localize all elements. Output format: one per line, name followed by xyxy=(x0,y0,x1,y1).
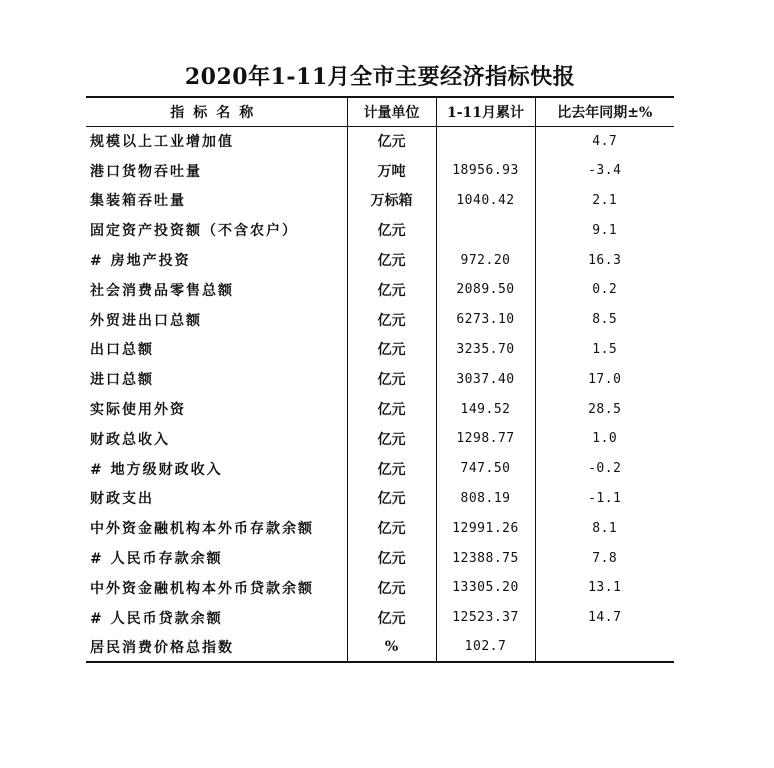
table-row xyxy=(86,394,674,424)
indicator-name-cell: # 人民币存款余额 xyxy=(90,551,223,568)
yoy-change-cell: -1.1 xyxy=(535,484,674,514)
unit-cell: 亿元 xyxy=(347,454,436,484)
table-row xyxy=(86,513,674,543)
indicator-name-cell: 实际使用外资 xyxy=(90,402,186,419)
yoy-change-cell: 16.3 xyxy=(535,245,674,275)
indicator-name-cell: 出口总额 xyxy=(90,342,154,359)
indicator-name-cell: 财政支出 xyxy=(90,491,154,508)
table-row xyxy=(86,156,674,186)
table-row xyxy=(86,364,674,394)
indicator-name-cell: # 房地产投资 xyxy=(90,253,191,270)
cumulative-value-cell: 13305.20 xyxy=(436,573,535,603)
cumulative-value-cell: 12523.37 xyxy=(436,603,535,633)
table-row xyxy=(86,454,674,484)
unit-cell: % xyxy=(347,633,436,663)
table-row xyxy=(86,275,674,305)
table-row xyxy=(86,186,674,216)
unit-cell: 亿元 xyxy=(347,543,436,573)
unit-cell: 亿元 xyxy=(347,245,436,275)
indicator-name-cell: # 地方级财政收入 xyxy=(90,461,223,478)
indicator-name-cell: 财政总收入 xyxy=(90,431,170,448)
header-indicator-name: 指标名称 xyxy=(86,97,347,126)
table-row xyxy=(86,543,674,573)
table-row xyxy=(86,484,674,514)
yoy-change-cell: 0.2 xyxy=(535,275,674,305)
yoy-change-cell: 1.5 xyxy=(535,335,674,365)
header-cumulative-value: 1-11月累计 xyxy=(436,97,535,126)
indicator-name-cell: 社会消费品零售总额 xyxy=(90,282,234,299)
unit-cell: 亿元 xyxy=(347,335,436,365)
cumulative-value-cell: 3037.40 xyxy=(436,364,535,394)
indicator-name-cell: 中外资金融机构本外币贷款余额 xyxy=(90,580,314,597)
indicator-name-cell: 固定资产投资额（不含农户） xyxy=(90,223,298,240)
table-row xyxy=(86,245,674,275)
table-row xyxy=(86,573,674,603)
yoy-change-cell: 7.8 xyxy=(535,543,674,573)
unit-cell: 万吨 xyxy=(347,156,436,186)
indicator-name-cell: 中外资金融机构本外币存款余额 xyxy=(90,521,314,538)
header-unit: 计量单位 xyxy=(347,97,436,126)
yoy-change-cell: -0.2 xyxy=(535,454,674,484)
cumulative-value-cell: 2089.50 xyxy=(436,275,535,305)
cumulative-value-cell: 12388.75 xyxy=(436,543,535,573)
cumulative-value-cell: 808.19 xyxy=(436,484,535,514)
unit-cell: 亿元 xyxy=(347,394,436,424)
cumulative-value-cell: 18956.93 xyxy=(436,156,535,186)
yoy-change-cell xyxy=(535,633,674,663)
unit-cell: 亿元 xyxy=(347,424,436,454)
unit-cell: 亿元 xyxy=(347,603,436,633)
unit-cell: 亿元 xyxy=(347,275,436,305)
unit-cell: 亿元 xyxy=(347,305,436,335)
table-header-row xyxy=(86,97,674,126)
yoy-change-cell: 8.1 xyxy=(535,513,674,543)
indicator-name-cell: 规模以上工业增加值 xyxy=(90,134,234,151)
table-row xyxy=(86,633,674,663)
unit-cell: 亿元 xyxy=(347,484,436,514)
yoy-change-cell: 1.0 xyxy=(535,424,674,454)
cumulative-value-cell: 6273.10 xyxy=(436,305,535,335)
cumulative-value-cell: 1298.77 xyxy=(436,424,535,454)
yoy-change-cell: 17.0 xyxy=(535,364,674,394)
indicator-table xyxy=(86,96,674,663)
cumulative-value-cell: 747.50 xyxy=(436,454,535,484)
yoy-change-cell: 2.1 xyxy=(535,186,674,216)
table-row xyxy=(86,335,674,365)
indicator-name-cell: 居民消费价格总指数 xyxy=(86,633,347,663)
yoy-change-cell: 14.7 xyxy=(535,603,674,633)
unit-cell: 亿元 xyxy=(347,126,436,156)
table-row xyxy=(86,603,674,633)
table-row xyxy=(86,126,674,156)
header-yoy-change: 比去年同期±% xyxy=(535,97,674,126)
yoy-change-cell: 4.7 xyxy=(535,126,674,156)
indicator-name-cell: 进口总额 xyxy=(90,372,154,389)
indicator-name-cell: 港口货物吞吐量 xyxy=(90,163,202,180)
page-title: 2020年1-11月全市主要经济指标快报 xyxy=(184,64,576,90)
yoy-change-cell: -3.4 xyxy=(535,156,674,186)
cumulative-value-cell: 149.52 xyxy=(436,394,535,424)
indicator-name-cell: 外贸进出口总额 xyxy=(90,312,202,329)
unit-cell: 亿元 xyxy=(347,573,436,603)
yoy-change-cell: 9.1 xyxy=(535,215,674,245)
indicator-name-cell: # 人民币贷款余额 xyxy=(90,610,223,627)
table-row xyxy=(86,424,674,454)
table-row xyxy=(86,215,674,245)
yoy-change-cell: 13.1 xyxy=(535,573,674,603)
yoy-change-cell: 28.5 xyxy=(535,394,674,424)
unit-cell: 万标箱 xyxy=(347,186,436,216)
cumulative-value-cell: 12991.26 xyxy=(436,513,535,543)
yoy-change-cell: 8.5 xyxy=(535,305,674,335)
unit-cell: 亿元 xyxy=(347,364,436,394)
unit-cell: 亿元 xyxy=(347,215,436,245)
table-row xyxy=(86,305,674,335)
cumulative-value-cell xyxy=(436,215,535,245)
cumulative-value-cell: 102.7 xyxy=(436,633,535,663)
cumulative-value-cell: 1040.42 xyxy=(436,186,535,216)
indicator-name-cell: 集装箱吞吐量 xyxy=(90,193,186,210)
cumulative-value-cell: 972.20 xyxy=(436,245,535,275)
cumulative-value-cell xyxy=(436,126,535,156)
cumulative-value-cell: 3235.70 xyxy=(436,335,535,365)
unit-cell: 亿元 xyxy=(347,513,436,543)
